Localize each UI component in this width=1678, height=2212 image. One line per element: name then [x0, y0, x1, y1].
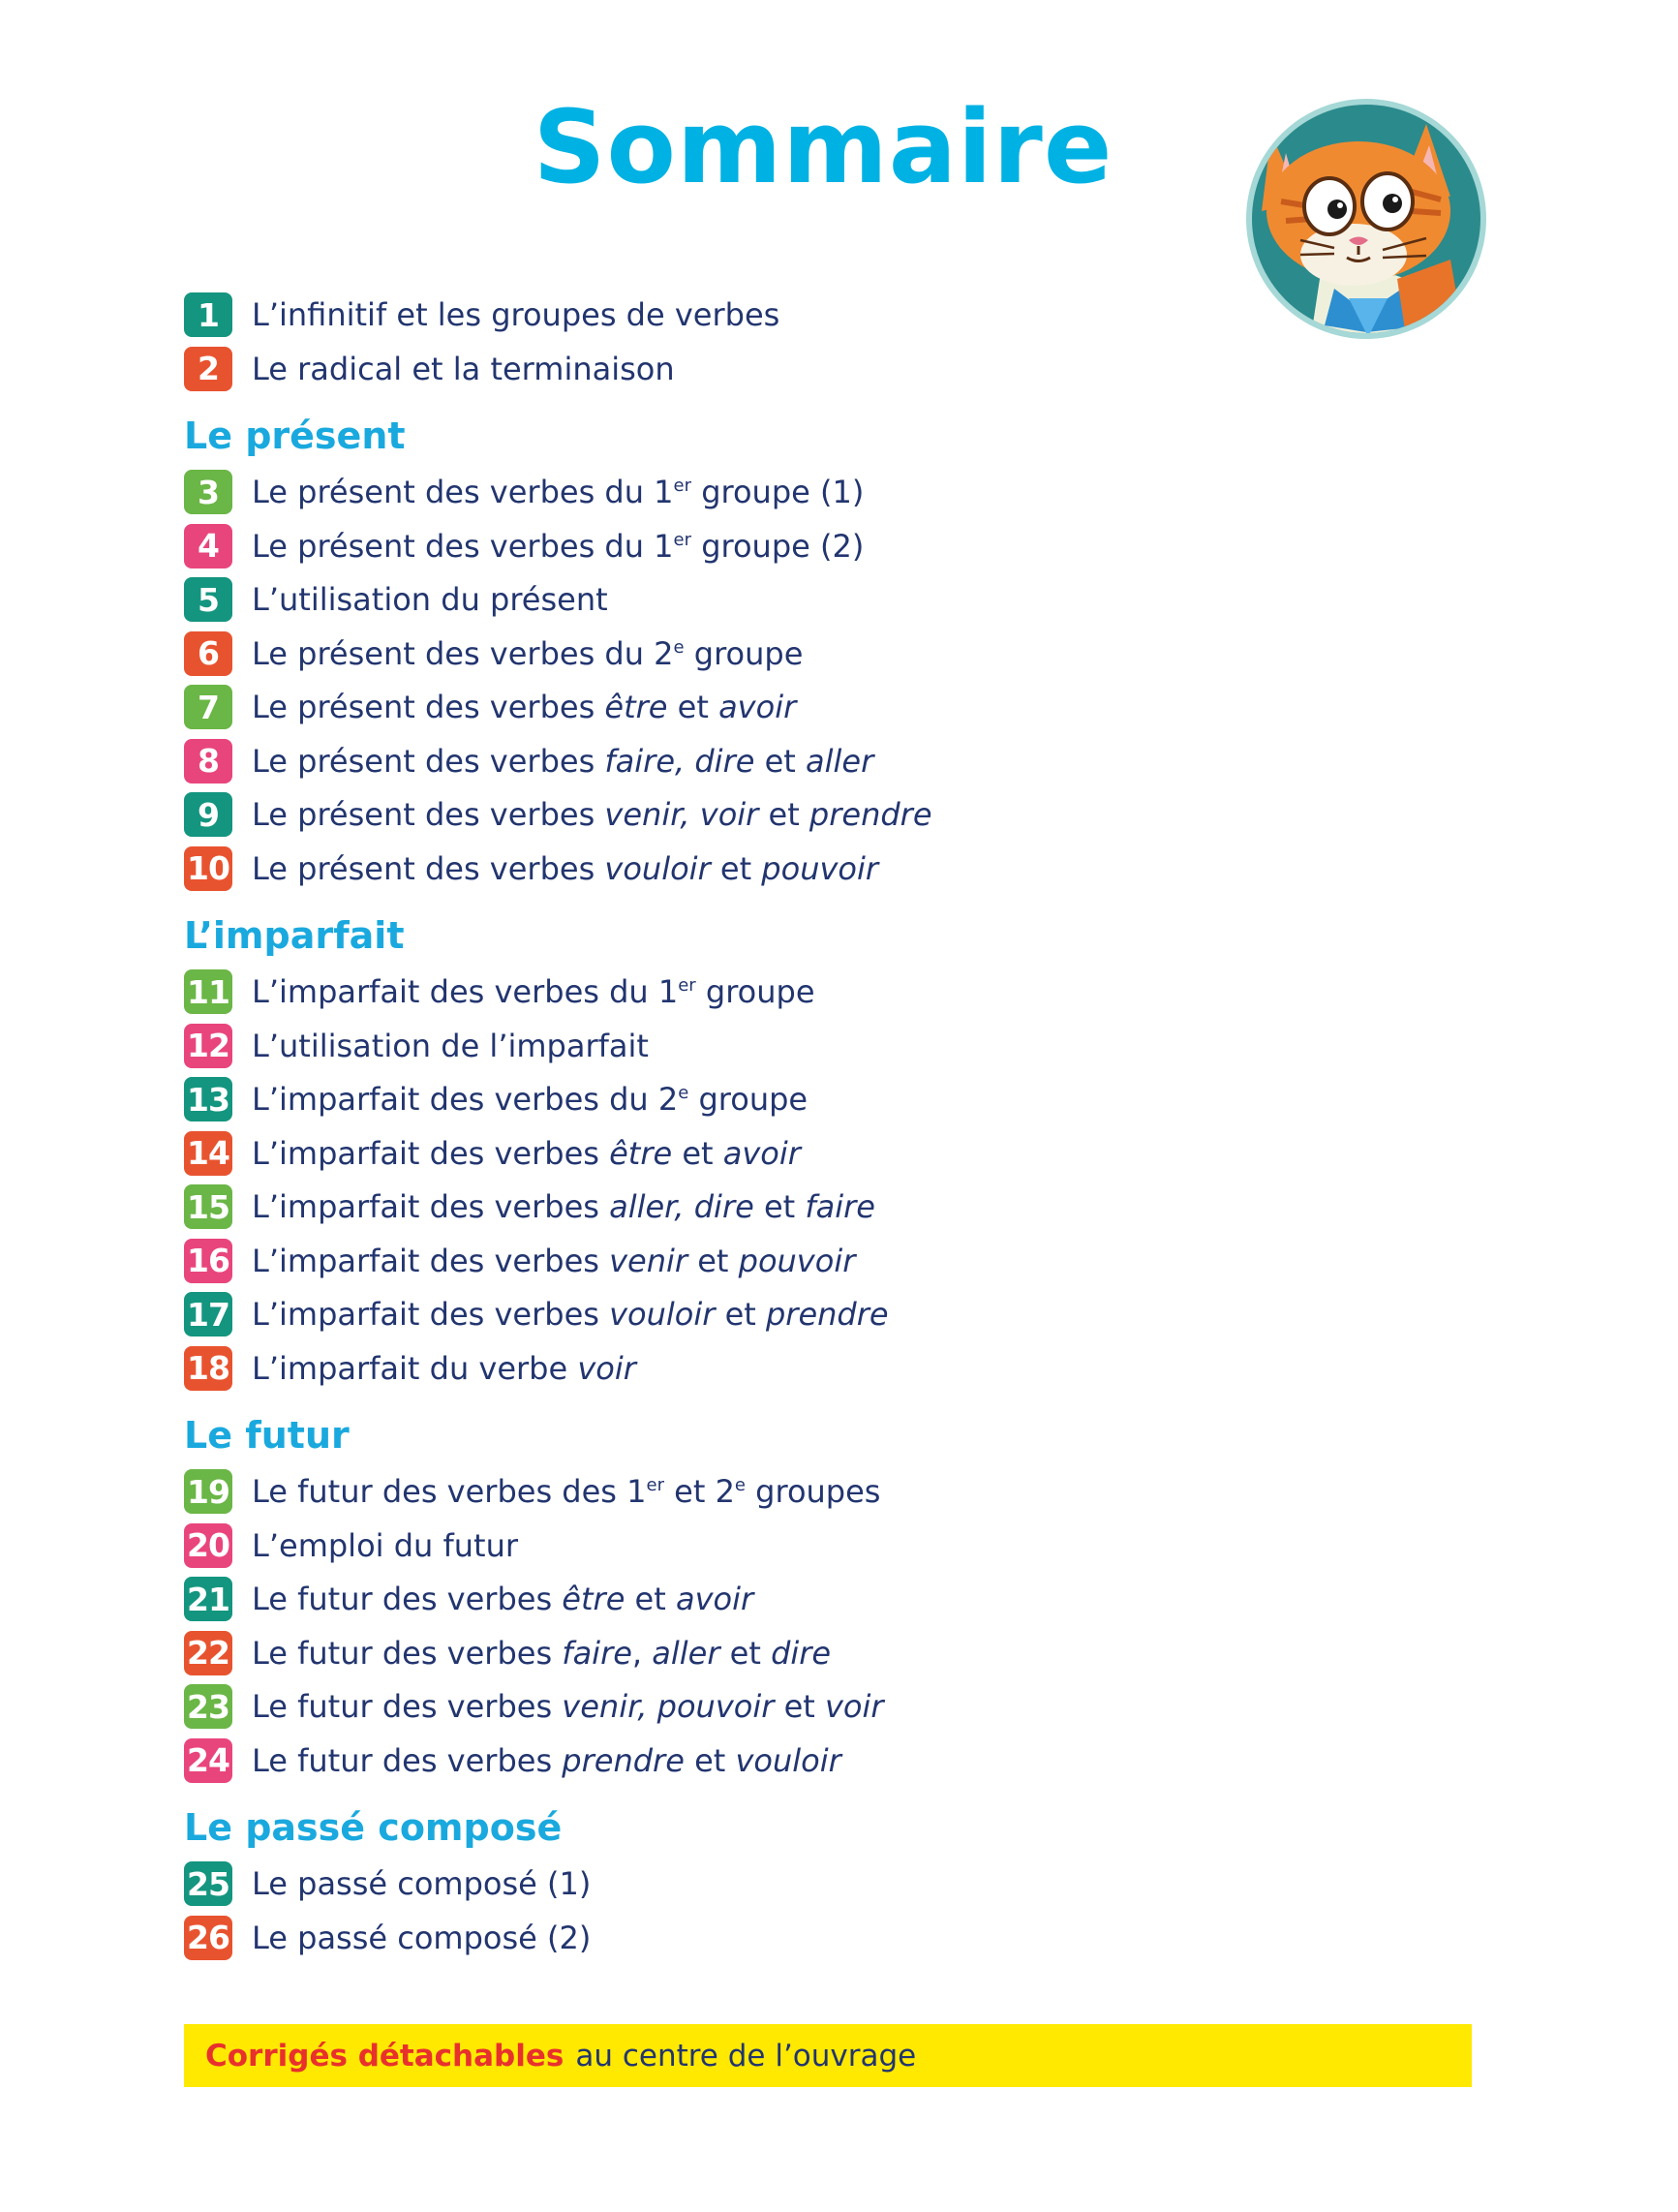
italic-text: venir, voir: [604, 796, 759, 833]
chapter-title: [252, 1741, 841, 1779]
chapter-number-badge: 23: [184, 1684, 232, 1729]
toc-item-18: [184, 1346, 636, 1391]
title-text: et: [684, 1741, 736, 1779]
chapter-number-badge: 20: [184, 1523, 232, 1568]
section-heading: Le présent: [184, 415, 406, 457]
chapter-number-badge: 11: [184, 969, 232, 1014]
title-text: L’imparfait du verbe: [252, 1349, 578, 1387]
toc-item-26: [184, 1916, 591, 1960]
toc-item-3: [184, 470, 864, 514]
italic-text: dire: [771, 1634, 832, 1672]
italic-text: pouvoir: [761, 849, 879, 887]
section-heading: Le futur: [184, 1414, 350, 1457]
title-text: et: [687, 1242, 739, 1279]
chapter-title: [252, 1081, 808, 1118]
italic-text: vouloir: [609, 1296, 716, 1333]
title-text: L’utilisation de l’imparfait: [252, 1027, 649, 1064]
chapter-title: [252, 1634, 832, 1672]
toc-item-9: [184, 792, 932, 837]
chapter-title: [252, 689, 797, 725]
chapter-title: [252, 1296, 889, 1333]
chapter-number-badge: 13: [184, 1077, 232, 1121]
chapter-number-badge: 16: [184, 1239, 232, 1283]
section-heading: Le passé composé: [184, 1806, 563, 1849]
chapter-number-badge: 18: [184, 1346, 232, 1391]
chapter-title: [252, 296, 780, 333]
toc-item-15: [184, 1184, 875, 1229]
chapter-number-badge: 8: [184, 739, 232, 783]
chapter-title: [252, 742, 874, 780]
chapter-number-badge: 6: [184, 631, 232, 676]
italic-text: venir: [609, 1242, 688, 1279]
title-text: Le présent des verbes du 2: [252, 634, 674, 672]
chapter-title: [252, 973, 815, 1010]
chapter-title: [252, 849, 879, 887]
italic-text: aller, dire: [609, 1188, 754, 1225]
italic-text: faire, dire: [604, 742, 755, 780]
italic-text: prendre: [562, 1741, 685, 1779]
superscript-text: e: [678, 1083, 689, 1103]
italic-text: voir: [824, 1688, 884, 1725]
toc-item-7: [184, 685, 796, 729]
chapter-title: [252, 634, 804, 672]
superscript-text: er: [646, 1475, 664, 1495]
toc-item-24: [184, 1738, 841, 1783]
title-text: L’infinitif et les groupes de verbes: [252, 296, 780, 333]
chapter-number-badge: 22: [184, 1631, 232, 1675]
toc-item-19: [184, 1469, 880, 1514]
chapter-number-badge: 26: [184, 1916, 232, 1960]
toc-item-10: [184, 846, 878, 891]
title-text: et: [719, 1634, 772, 1672]
title-text: Le futur des verbes: [252, 1634, 563, 1672]
title-text: Le présent des verbes: [252, 849, 605, 887]
chapter-number-badge: 9: [184, 792, 232, 837]
chapter-number-badge: 24: [184, 1738, 232, 1783]
italic-text: vouloir: [604, 849, 711, 887]
title-text: L’imparfait des verbes: [252, 1188, 610, 1225]
chapter-number-badge: 5: [184, 577, 232, 622]
chapter-title: [252, 1865, 592, 1902]
italic-text: aller: [652, 1634, 720, 1672]
toc-item-25: [184, 1861, 591, 1906]
chapter-number-badge: 17: [184, 1292, 232, 1336]
title-text: Le présent des verbes du 1: [252, 474, 674, 510]
italic-text: vouloir: [735, 1741, 841, 1779]
title-text: et: [715, 1296, 766, 1333]
footer-highlight: Corrigés détachables: [205, 2038, 564, 2074]
title-text: Le futur des verbes: [252, 1688, 563, 1725]
title-text: L’imparfait des verbes: [252, 1296, 610, 1333]
chapter-title: [252, 1134, 801, 1172]
chapter-title: [252, 1242, 856, 1279]
toc-item-6: [184, 631, 803, 676]
italic-text: prendre: [765, 1296, 889, 1333]
title-text: et: [667, 689, 719, 725]
chapter-title: [252, 1526, 518, 1564]
chapter-title: [252, 1349, 636, 1387]
title-text: L’imparfait des verbes du 1: [252, 973, 679, 1010]
title-text: et: [625, 1581, 676, 1617]
toc-item-14: [184, 1131, 801, 1176]
italic-text: avoir: [722, 1134, 801, 1172]
italic-text: faire: [805, 1188, 875, 1225]
title-text: Le présent des verbes: [252, 689, 605, 725]
title-text: et: [754, 742, 806, 780]
chapter-number-badge: 14: [184, 1131, 232, 1176]
superscript-text: er: [673, 529, 692, 550]
chapter-number-badge: 12: [184, 1024, 232, 1068]
chapter-number-badge: 25: [184, 1861, 232, 1906]
superscript-text: e: [734, 1475, 746, 1495]
toc-item-21: [184, 1577, 753, 1621]
chapter-number-badge: 15: [184, 1184, 232, 1229]
chapter-title: [252, 350, 675, 387]
toc-item-2: [184, 347, 675, 391]
toc-item-1: [184, 292, 779, 337]
chapter-number-badge: 19: [184, 1469, 232, 1514]
title-text: et 2: [663, 1473, 735, 1510]
title-text: Le futur des verbes des 1: [252, 1473, 647, 1510]
footer-text: au centre de l’ouvrage: [575, 2038, 917, 2074]
title-text: et: [774, 1688, 825, 1725]
italic-text: pouvoir: [738, 1242, 856, 1279]
title-text: L’emploi du futur: [252, 1526, 518, 1564]
italic-text: être: [562, 1581, 625, 1617]
title-text: Le futur des verbes: [252, 1741, 563, 1779]
toc-item-11: [184, 969, 815, 1014]
chapter-number-badge: 3: [184, 470, 232, 514]
chapter-title: [252, 1027, 649, 1064]
toc-item-22: [184, 1631, 831, 1675]
title-text: et: [672, 1134, 723, 1172]
title-text: Le présent des verbes: [252, 796, 605, 833]
title-text: Le radical et la terminaison: [252, 350, 675, 387]
toc-item-4: [184, 524, 864, 568]
title-text: Le passé composé (1): [252, 1865, 592, 1902]
chapter-number-badge: 2: [184, 347, 232, 391]
toc-item-17: [184, 1292, 889, 1336]
italic-text: venir, pouvoir: [562, 1688, 775, 1725]
superscript-text: er: [678, 975, 696, 996]
chapter-title: [252, 1581, 754, 1617]
title-text: groupe: [684, 634, 804, 672]
title-text: et: [753, 1188, 806, 1225]
page-title: Sommaire: [533, 88, 1114, 206]
toc-item-5: [184, 577, 608, 622]
chapter-title: [252, 1919, 592, 1956]
italic-text: être: [604, 689, 668, 725]
title-text: et: [710, 849, 762, 887]
title-text: groupes: [746, 1473, 881, 1510]
italic-text: avoir: [675, 1581, 754, 1617]
italic-text: prendre: [808, 796, 932, 833]
chapter-title: [252, 1473, 881, 1510]
toc-item-13: [184, 1077, 808, 1121]
title-text: ,: [631, 1634, 653, 1672]
title-text: L’imparfait des verbes du 2: [252, 1081, 679, 1118]
toc-item-12: [184, 1024, 649, 1068]
chapter-number-badge: 10: [184, 846, 232, 891]
title-text: et: [758, 796, 809, 833]
italic-text: aller: [805, 742, 874, 780]
chapter-title: [252, 527, 865, 565]
title-text: groupe: [688, 1081, 808, 1118]
toc-item-8: [184, 739, 873, 783]
section-heading: L’imparfait: [184, 914, 405, 957]
title-text: L’imparfait des verbes: [252, 1134, 610, 1172]
chapter-number-badge: 7: [184, 685, 232, 729]
chapter-number-badge: 1: [184, 292, 232, 337]
italic-text: voir: [577, 1349, 636, 1387]
italic-text: faire: [562, 1634, 632, 1672]
title-text: Le futur des verbes: [252, 1581, 563, 1617]
superscript-text: er: [673, 476, 692, 496]
title-text: L’imparfait des verbes: [252, 1242, 610, 1279]
title-text: groupe: [695, 973, 815, 1010]
title-text: groupe (1): [691, 474, 865, 510]
chapter-title: [252, 1688, 884, 1725]
footer-banner: [184, 2024, 1472, 2087]
chapter-number-badge: 4: [184, 524, 232, 568]
toc-item-16: [184, 1239, 855, 1283]
title-text: Le passé composé (2): [252, 1919, 592, 1956]
title-text: L’utilisation du présent: [252, 581, 608, 618]
toc-item-20: [184, 1523, 518, 1568]
chapter-number-badge: 21: [184, 1577, 232, 1621]
chapter-title: [252, 581, 608, 618]
chapter-title: [252, 474, 865, 510]
italic-text: avoir: [718, 689, 797, 725]
italic-text: être: [609, 1134, 673, 1172]
chapter-title: [252, 796, 932, 833]
title-text: Le présent des verbes du 1: [252, 527, 674, 565]
title-text: groupe (2): [691, 527, 865, 565]
title-text: Le présent des verbes: [252, 742, 605, 780]
superscript-text: e: [673, 636, 685, 658]
toc-item-23: [184, 1684, 884, 1729]
chapter-title: [252, 1188, 875, 1225]
